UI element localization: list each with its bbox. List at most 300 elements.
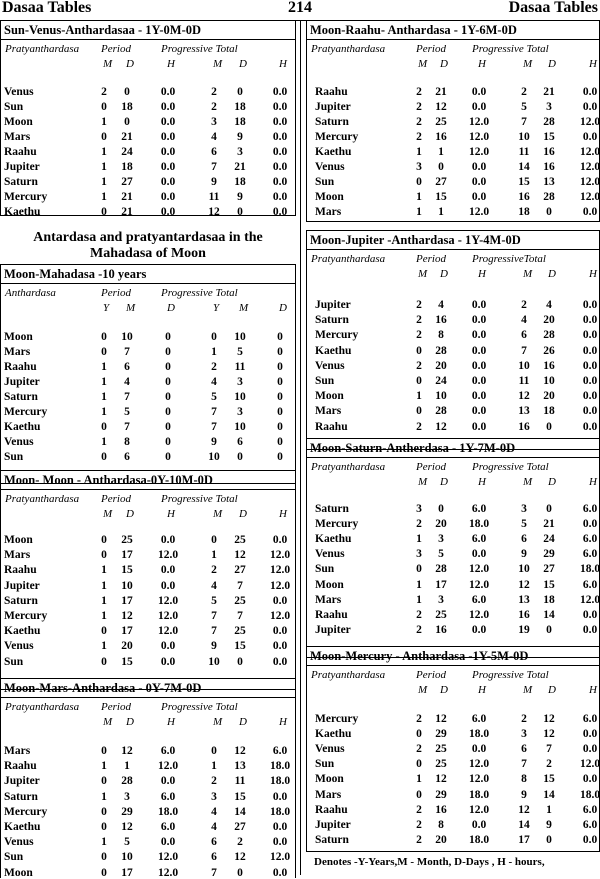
column-header-progressive: ProgressiveTotal <box>472 253 546 265</box>
cell-value: 10 <box>234 421 246 433</box>
unit-label: H <box>478 268 486 280</box>
cell-value: 3 <box>416 503 422 515</box>
cell-value: 12.0 <box>269 610 291 622</box>
table-title: Moon-Saturn-Antherdasa - 1Y-7M-0D <box>307 439 599 458</box>
cell-value: 0 <box>416 563 422 576</box>
cell-value: 12 <box>208 206 220 218</box>
cell-value: 4 <box>211 805 217 818</box>
row-label: Raahu <box>315 86 348 98</box>
cell-value: 1 <box>101 579 107 592</box>
unit-label: H <box>167 716 175 728</box>
cell-value: 4 <box>211 376 217 388</box>
cell-value: 28 <box>543 191 555 203</box>
cell-value: 0 <box>101 775 107 788</box>
row-label: Sun <box>4 101 24 113</box>
cell-value: 8 <box>438 329 444 342</box>
cell-value: 18.0 <box>579 788 600 801</box>
cell-value: 3 <box>237 376 243 388</box>
unit-label: M <box>418 58 428 70</box>
cell-value: 5 <box>124 836 130 849</box>
cell-value: 0 <box>101 421 107 433</box>
cell-value: 0 <box>416 758 422 771</box>
row-label: Kaethu <box>4 206 41 218</box>
row-label: Mercury <box>4 191 48 203</box>
row-label: Jupiter <box>4 376 40 388</box>
cell-value: 25 <box>234 594 246 607</box>
row-label: Saturn <box>315 116 349 128</box>
unit-label: M <box>523 476 533 488</box>
row-label: Mars <box>315 593 342 606</box>
cell-value: 0.0 <box>160 775 176 788</box>
row-label: Mars <box>315 405 342 418</box>
cell-value: 12 <box>234 549 246 562</box>
cell-value: 0.0 <box>582 743 598 756</box>
cell-value: 0 <box>101 206 107 218</box>
row-label: Sun <box>315 375 335 387</box>
cell-value: 1 <box>101 436 107 448</box>
cell-value: 0.0 <box>471 329 487 342</box>
cell-value: 1 <box>416 390 422 403</box>
cell-value: 12 <box>435 713 447 725</box>
cell-value: 28 <box>435 563 447 576</box>
cell-value: 27 <box>435 176 447 188</box>
unit-label: D <box>126 716 134 728</box>
cell-value: 0 <box>438 503 444 515</box>
cell-value: 0.0 <box>272 86 288 98</box>
cell-value: 6.0 <box>471 593 487 606</box>
cell-value: 21 <box>435 86 447 98</box>
row-label: Saturn <box>4 594 38 607</box>
cell-value: 5 <box>211 594 217 607</box>
cell-value: 6.0 <box>582 578 598 591</box>
cell-value: 24 <box>435 375 447 387</box>
cell-value: 0 <box>101 549 107 562</box>
cell-value: 0.0 <box>160 131 176 143</box>
column-header-period: Period <box>416 253 446 265</box>
cell-value: 0.0 <box>582 420 598 433</box>
cell-value: 12.0 <box>269 851 291 864</box>
row-label: Moon <box>315 773 344 786</box>
cell-value: 0.0 <box>471 299 487 311</box>
cell-value: 16 <box>518 191 530 203</box>
row-label: Mars <box>315 788 342 801</box>
cell-value: 2 <box>521 86 527 98</box>
cell-value: 25 <box>234 534 246 546</box>
unit-label: H <box>589 268 597 280</box>
cell-value: 0 <box>165 406 171 418</box>
cell-value: 17 <box>435 578 447 591</box>
cell-value: 0 <box>211 534 217 546</box>
cell-value: 0 <box>277 421 283 433</box>
table-moon-mars <box>0 678 296 878</box>
cell-value: 24 <box>543 533 555 546</box>
unit-label: D <box>440 476 448 488</box>
cell-value: 0.0 <box>272 176 288 188</box>
row-label: Mercury <box>315 329 359 342</box>
cell-value: 0.0 <box>582 314 598 327</box>
cell-value: 17 <box>121 625 133 638</box>
cell-value: 25 <box>435 743 447 756</box>
row-label: Kaethu <box>4 821 41 833</box>
cell-value: 10 <box>121 579 133 592</box>
cell-value: 29 <box>435 788 447 801</box>
cell-value: 7 <box>211 610 217 622</box>
row-label: Jupiter <box>315 818 351 831</box>
row-label: Mars <box>4 131 31 143</box>
cell-value: 2 <box>416 608 422 621</box>
cell-value: 9 <box>546 818 552 831</box>
unit-label: D <box>440 684 448 696</box>
cell-value: 7 <box>124 391 130 403</box>
column-header-progressive: Progressive Total <box>472 461 549 473</box>
unit-label: D <box>167 302 175 314</box>
unit-label: M <box>103 58 113 70</box>
cell-value: 12.0 <box>579 161 600 173</box>
cell-value: 0 <box>101 851 107 864</box>
cell-value: 17 <box>121 866 133 879</box>
unit-label: D <box>548 684 556 696</box>
cell-value: 10 <box>121 331 133 343</box>
cell-value: 0.0 <box>272 161 288 173</box>
unit-label: D <box>548 476 556 488</box>
cell-value: 3 <box>237 146 243 158</box>
cell-value: 12.0 <box>579 758 600 771</box>
cell-value: 16 <box>435 131 447 143</box>
unit-label: M <box>523 58 533 70</box>
row-label: Mercury <box>4 406 48 418</box>
cell-value: 0.0 <box>582 518 598 531</box>
cell-value: 12 <box>234 851 246 864</box>
cell-value: 0 <box>416 375 422 387</box>
cell-value: 4 <box>546 299 552 311</box>
cell-value: 15 <box>543 131 555 143</box>
cell-value: 3 <box>124 790 130 803</box>
cell-value: 3 <box>416 161 422 173</box>
cell-value: 0.0 <box>272 790 288 803</box>
cell-value: 6.0 <box>160 790 176 803</box>
cell-value: 0.0 <box>471 420 487 433</box>
cell-value: 11 <box>234 775 246 788</box>
cell-value: 12 <box>518 390 530 403</box>
cell-value: 0 <box>416 344 422 357</box>
cell-value: 0.0 <box>471 191 487 203</box>
cell-value: 10 <box>234 391 246 403</box>
row-label: Kaethu <box>315 146 352 158</box>
cell-value: 2 <box>416 803 422 816</box>
cell-value: 0 <box>277 376 283 388</box>
cell-value: 0 <box>237 866 243 879</box>
cell-value: 18 <box>518 206 530 218</box>
cell-value: 6 <box>521 743 527 756</box>
cell-value: 29 <box>543 548 555 561</box>
cell-value: 0 <box>277 451 283 463</box>
cell-value: 15 <box>234 790 246 803</box>
cell-value: 28 <box>121 775 133 788</box>
row-label: Saturn <box>4 391 38 403</box>
cell-value: 12.0 <box>269 549 291 562</box>
row-label: Jupiter <box>315 101 351 113</box>
row-label: Raahu <box>4 361 37 373</box>
cell-value: 2 <box>416 299 422 311</box>
cell-value: 0.0 <box>272 836 288 849</box>
cell-value: 9 <box>211 436 217 448</box>
row-label: Saturn <box>315 833 349 846</box>
unit-label: D <box>440 58 448 70</box>
page-number: 214 <box>288 0 312 16</box>
cell-value: 12 <box>435 101 447 113</box>
row-label: Mars <box>315 206 342 218</box>
cell-value: 29 <box>121 805 133 818</box>
cell-value: 12 <box>121 821 133 833</box>
cell-value: 2 <box>211 101 217 113</box>
cell-value: 12 <box>518 578 530 591</box>
cell-value: 0 <box>165 361 171 373</box>
cell-value: 13 <box>543 176 555 188</box>
cell-value: 6 <box>521 329 527 342</box>
cell-value: 0 <box>438 161 444 173</box>
cell-value: 0 <box>277 331 283 343</box>
cell-value: 18 <box>234 176 246 188</box>
cell-value: 0 <box>101 131 107 143</box>
cell-value: 0.0 <box>471 375 487 387</box>
cell-value: 0 <box>101 101 107 113</box>
cell-value: 1 <box>211 549 217 562</box>
unit-label: H <box>589 476 597 488</box>
cell-value: 29 <box>435 728 447 741</box>
unit-label: D <box>440 268 448 280</box>
row-label: Moon <box>315 390 344 403</box>
cell-value: 1 <box>546 803 552 816</box>
cell-value: 2 <box>416 329 422 342</box>
cell-value: 6 <box>211 146 217 158</box>
row-label: Kaethu <box>315 728 352 741</box>
column-header-progressive: Progressive Total <box>161 493 238 505</box>
cell-value: 0.0 <box>471 818 487 831</box>
cell-value: 20 <box>435 518 447 531</box>
row-label: Saturn <box>315 503 349 515</box>
table-title: Moon- Moon - Anthardasa-0Y-10M-0D <box>1 471 295 490</box>
cell-value: 1 <box>416 578 422 591</box>
row-label: Kaethu <box>4 625 41 638</box>
unit-label: M <box>418 476 428 488</box>
unit-label: M <box>418 268 428 280</box>
cell-value: 20 <box>543 314 555 327</box>
cell-value: 15 <box>121 655 133 668</box>
cell-value: 7 <box>211 161 217 173</box>
cell-value: 7 <box>211 421 217 433</box>
row-label: Kaethu <box>315 344 352 357</box>
cell-value: 12.0 <box>269 564 291 577</box>
column-header-progressive: Progressive Total <box>161 287 238 299</box>
cell-value: 2 <box>416 833 422 846</box>
column-header-period: Period <box>416 669 446 681</box>
cell-value: 18 <box>543 405 555 418</box>
unit-label: H <box>279 58 287 70</box>
cell-value: 0 <box>101 625 107 638</box>
cell-value: 18 <box>234 116 246 128</box>
cell-value: 0.0 <box>272 640 288 653</box>
cell-value: 3 <box>237 406 243 418</box>
cell-value: 7 <box>546 743 552 756</box>
unit-label: M <box>213 508 223 520</box>
cell-value: 6.0 <box>582 533 598 546</box>
row-label: Kaethu <box>4 421 41 433</box>
column-header-name: Pratyanthardasa <box>311 43 386 55</box>
cell-value: 12.0 <box>468 608 490 621</box>
cell-value: 7 <box>211 406 217 418</box>
row-label: Mercury <box>315 131 359 143</box>
row-label: Raahu <box>315 420 348 433</box>
table-title: Moon-Mercury - Anthardasa -1Y-5M-0D <box>307 647 599 666</box>
cell-value: 12 <box>435 773 447 786</box>
cell-value: 0.0 <box>160 116 176 128</box>
cell-value: 25 <box>435 758 447 771</box>
unit-label: H <box>167 508 175 520</box>
cell-value: 0 <box>237 451 243 463</box>
cell-value: 2 <box>416 116 422 128</box>
cell-value: 3 <box>416 548 422 561</box>
cell-value: 6 <box>211 851 217 864</box>
cell-value: 0.0 <box>272 146 288 158</box>
cell-value: 27 <box>234 564 246 577</box>
cell-value: 16 <box>435 314 447 327</box>
cell-value: 1 <box>101 116 107 128</box>
cell-value: 0 <box>101 745 107 757</box>
table-title: Moon-Mahadasa -10 years <box>1 265 295 284</box>
cell-value: 2 <box>521 299 527 311</box>
cell-value: 0 <box>124 86 130 98</box>
cell-value: 14 <box>543 608 555 621</box>
table-moon-saturn <box>306 438 600 658</box>
cell-value: 12.0 <box>157 866 179 879</box>
cell-value: 6 <box>521 533 527 546</box>
cell-value: 18.0 <box>468 788 490 801</box>
cell-value: 2 <box>416 518 422 531</box>
cell-value: 0.0 <box>160 146 176 158</box>
cell-value: 0 <box>101 805 107 818</box>
cell-value: 0.0 <box>272 866 288 879</box>
cell-value: 5 <box>211 391 217 403</box>
unit-label: H <box>478 684 486 696</box>
cell-value: 14 <box>543 788 555 801</box>
cell-value: 12.0 <box>468 578 490 591</box>
row-label: Moon <box>315 191 344 203</box>
cell-value: 0 <box>101 655 107 668</box>
cell-value: 0.0 <box>160 86 176 98</box>
cell-value: 7 <box>124 346 130 358</box>
column-header-name: Pratyanthardasa <box>5 493 80 505</box>
unit-label: H <box>279 508 287 520</box>
cell-value: 6.0 <box>272 745 288 757</box>
cell-value: 21 <box>121 206 133 218</box>
cell-value: 3 <box>546 101 552 113</box>
cell-value: 1 <box>416 593 422 606</box>
cell-value: 12.0 <box>579 191 600 203</box>
table-title: Moon-Mars-Anthardasa - 0Y-7M-0D <box>1 679 295 698</box>
cell-value: 21 <box>121 131 133 143</box>
cell-value: 18.0 <box>269 805 291 818</box>
table-moon-mahadasa <box>0 264 296 484</box>
cell-value: 12 <box>121 745 133 757</box>
cell-value: 10 <box>208 655 220 668</box>
table-moon-raahu <box>306 20 600 222</box>
cell-value: 15 <box>121 564 133 577</box>
row-label: Sun <box>315 563 335 576</box>
cell-value: 6.0 <box>160 821 176 833</box>
cell-value: 14 <box>518 818 530 831</box>
cell-value: 0.0 <box>582 390 598 403</box>
unit-label: H <box>478 476 486 488</box>
cell-value: 6 <box>211 836 217 849</box>
cell-value: 0 <box>277 436 283 448</box>
cell-value: 0 <box>237 655 243 668</box>
cell-value: 20 <box>435 359 447 372</box>
cell-value: 2 <box>416 131 422 143</box>
cell-value: 2 <box>416 314 422 327</box>
cell-value: 1 <box>101 406 107 418</box>
row-label: Saturn <box>315 314 349 327</box>
table-moon-mercury <box>306 646 600 852</box>
row-label: Kaethu <box>315 533 352 546</box>
cell-value: 2 <box>416 713 422 725</box>
cell-value: 18.0 <box>468 833 490 846</box>
cell-value: 9 <box>521 548 527 561</box>
cell-value: 0 <box>277 361 283 373</box>
unit-label: D <box>126 508 134 520</box>
unit-label: M <box>523 268 533 280</box>
cell-value: 0.0 <box>471 548 487 561</box>
cell-value: 20 <box>121 640 133 653</box>
cell-value: 16 <box>518 420 530 433</box>
cell-value: 0.0 <box>582 608 598 621</box>
cell-value: 6 <box>124 361 130 373</box>
section-heading-line2: Mahadasa of Moon <box>90 246 206 261</box>
cell-value: 2 <box>416 86 422 98</box>
cell-value: 2 <box>416 101 422 113</box>
cell-value: 0 <box>416 788 422 801</box>
cell-value: 2 <box>211 775 217 788</box>
cell-value: 16 <box>518 608 530 621</box>
cell-value: 0.0 <box>582 405 598 418</box>
cell-value: 0.0 <box>160 101 176 113</box>
unit-label: M <box>418 684 428 696</box>
cell-value: 0.0 <box>582 773 598 786</box>
unit-label: D <box>548 58 556 70</box>
cell-value: 12.0 <box>157 851 179 864</box>
cell-value: 0 <box>546 420 552 433</box>
cell-value: 12 <box>518 803 530 816</box>
cell-value: 0.0 <box>582 86 598 98</box>
cell-value: 0.0 <box>272 116 288 128</box>
cell-value: 18.0 <box>269 775 291 788</box>
cell-value: 0.0 <box>272 594 288 607</box>
cell-value: 1 <box>101 760 107 773</box>
cell-value: 0 <box>124 116 130 128</box>
cell-value: 12 <box>121 610 133 622</box>
cell-value: 0.0 <box>582 375 598 387</box>
unit-label: D <box>239 508 247 520</box>
cell-value: 0.0 <box>160 836 176 849</box>
cell-value: 0.0 <box>471 405 487 418</box>
cell-value: 11 <box>208 191 220 203</box>
cell-value: 6.0 <box>471 533 487 546</box>
cell-value: 0 <box>277 391 283 403</box>
cell-value: 2 <box>416 359 422 372</box>
row-label: Moon <box>4 534 33 546</box>
cell-value: 10 <box>234 331 246 343</box>
cell-value: 16 <box>543 146 555 158</box>
unit-label: H <box>589 58 597 70</box>
